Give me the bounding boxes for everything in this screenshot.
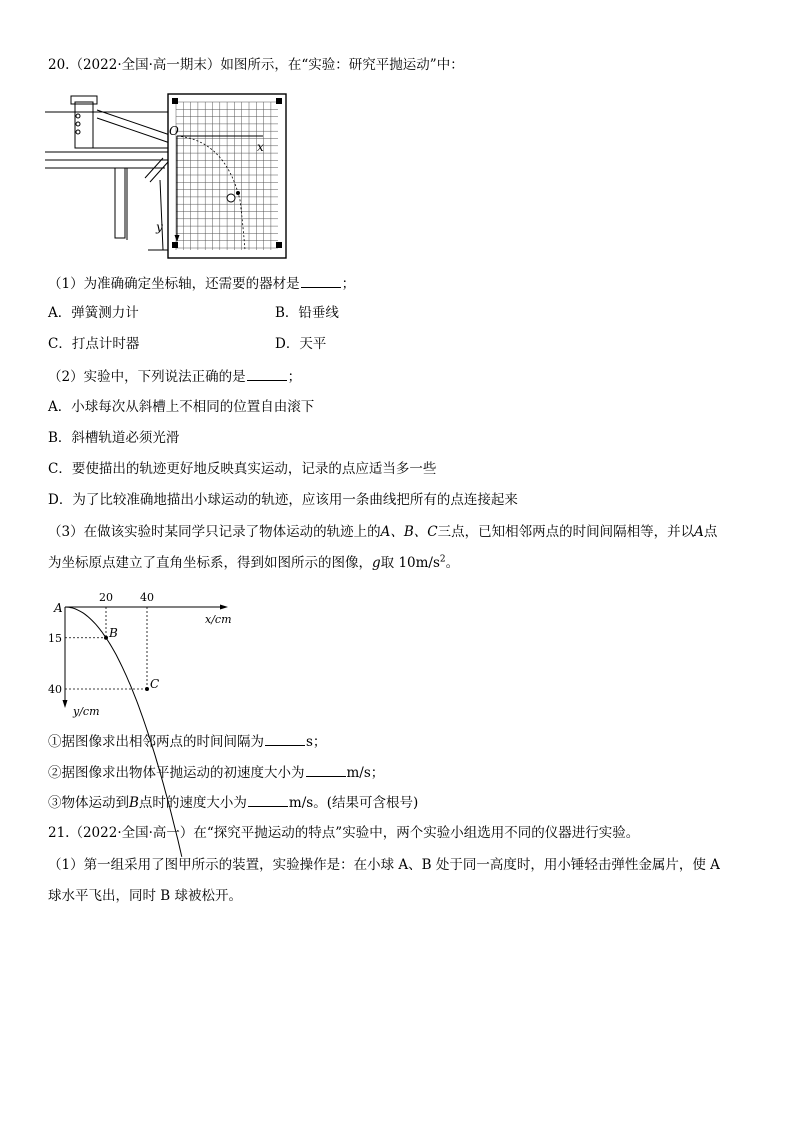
y-tick-label: 15 — [48, 631, 62, 645]
x-tick-label: 40 — [140, 591, 154, 604]
fig1-x-label: x — [257, 140, 264, 154]
part3-point-A: A — [694, 524, 704, 540]
point-B — [104, 636, 108, 640]
part3-text-e: 取 10m/s — [380, 555, 440, 571]
q20-p1-option-C: C．打点计时器 — [48, 336, 140, 352]
sub2-text: ②据图像求出物体平抛运动的初速度大小为 — [48, 765, 305, 781]
q20-part2-tail: ； — [287, 369, 302, 385]
part3-text-a: （3）在做该实验时某同学只记录了物体运动的轨迹上的 — [48, 524, 381, 540]
part3-text-b: 三点，已知相邻两点的时间间隔相等，并以 — [437, 524, 695, 540]
q20-part3-line2 — [48, 553, 459, 573]
q20-part2 — [48, 366, 301, 387]
q20-p1-option-D: D．天平 — [275, 336, 327, 352]
q21-part1-line2: 球水平飞出，同时 B 球被松开。 — [48, 888, 243, 904]
sub3-unit: m/s。(结果可含根号) — [288, 795, 419, 811]
x-tick-label: 20 — [99, 591, 113, 604]
q20-part1-tail: ； — [341, 276, 356, 292]
point-C — [145, 687, 149, 691]
sub3-text-b: 点时的速度大小为 — [138, 795, 247, 811]
q20-sub2 — [48, 762, 384, 783]
point-label-A: A — [54, 601, 63, 615]
answer-blank-3[interactable] — [265, 731, 305, 746]
q20-p2-option-B: B．斜槽轨道必须光滑 — [48, 430, 180, 446]
part3-g: g — [372, 555, 381, 571]
y-axis-label: y/cm — [73, 705, 100, 718]
q20-part2-text: （2）实验中，下列说法正确的是 — [48, 369, 246, 385]
apparatus-figure — [45, 90, 295, 260]
part3-sup: 2 — [439, 554, 446, 565]
q20-p1-option-B: B．铅垂线 — [275, 305, 339, 321]
q20-p2-option-C: C．要使描出的轨迹更好地反映真实运动，记录的点应适当多一些 — [48, 461, 437, 477]
part3-text-c: 点 — [703, 524, 718, 540]
y-tick-label: 40 — [48, 683, 62, 696]
q20-sub3 — [48, 792, 418, 813]
q21-part1-line1: （1）第一组采用了图甲所示的装置，实验操作是：在小球 A、B 处于同一高度时，用小锤轻击弹性金属片，使 A — [48, 857, 720, 873]
q20-header: 20.（2022·全国·高一期末）如图所示，在“实验：研究平抛运动”中： — [48, 57, 464, 73]
y-axis-arrow — [63, 700, 68, 708]
sub2-unit: m/s； — [346, 765, 385, 781]
sub3-point: B — [129, 795, 139, 811]
q20-part1-text: （1）为准确确定坐标轴，还需要的器材是 — [48, 276, 300, 292]
part3-text-d: 为坐标原点建立了直角坐标系，得到如图所示的图像， — [48, 555, 372, 571]
x-axis-label: x/cm — [205, 613, 232, 626]
part3-points: A、B、C — [380, 524, 438, 540]
answer-blank-2[interactable] — [247, 366, 287, 381]
q20-p1-option-A: A．弹簧测力计 — [48, 305, 139, 321]
sub1-unit: s； — [306, 734, 327, 750]
q20-part1 — [48, 273, 355, 294]
q21-header: 21.（2022·全国·高一）在“探究平抛运动的特点”实验中，两个实验小组选用不同的仪器进行实验。 — [48, 825, 640, 841]
trajectory-graph — [40, 585, 240, 720]
answer-blank-5[interactable] — [248, 792, 288, 807]
x-axis-arrow — [220, 605, 228, 610]
sub3-text-a: ③物体运动到 — [48, 795, 129, 811]
q20-p2-option-D: D．为了比较准确地描出小球运动的轨迹，应该用一条曲线把所有的点连接起来 — [48, 492, 518, 508]
q20-p2-option-A: A．小球每次从斜槽上不相同的位置自由滚下 — [48, 399, 315, 415]
fig1-y-label: y — [156, 220, 163, 234]
part3-text-f: 。 — [445, 555, 460, 571]
point-label-B: B — [109, 625, 118, 640]
q20-sub1 — [48, 731, 326, 752]
q20-part3-line1 — [48, 522, 717, 542]
sub1-text: ①据图像求出相邻两点的时间间隔为 — [48, 734, 264, 750]
answer-blank-4[interactable] — [306, 762, 346, 777]
answer-blank-1[interactable] — [301, 273, 341, 288]
point-label-C: C — [150, 677, 160, 691]
fig1-origin-label: O — [169, 124, 179, 138]
